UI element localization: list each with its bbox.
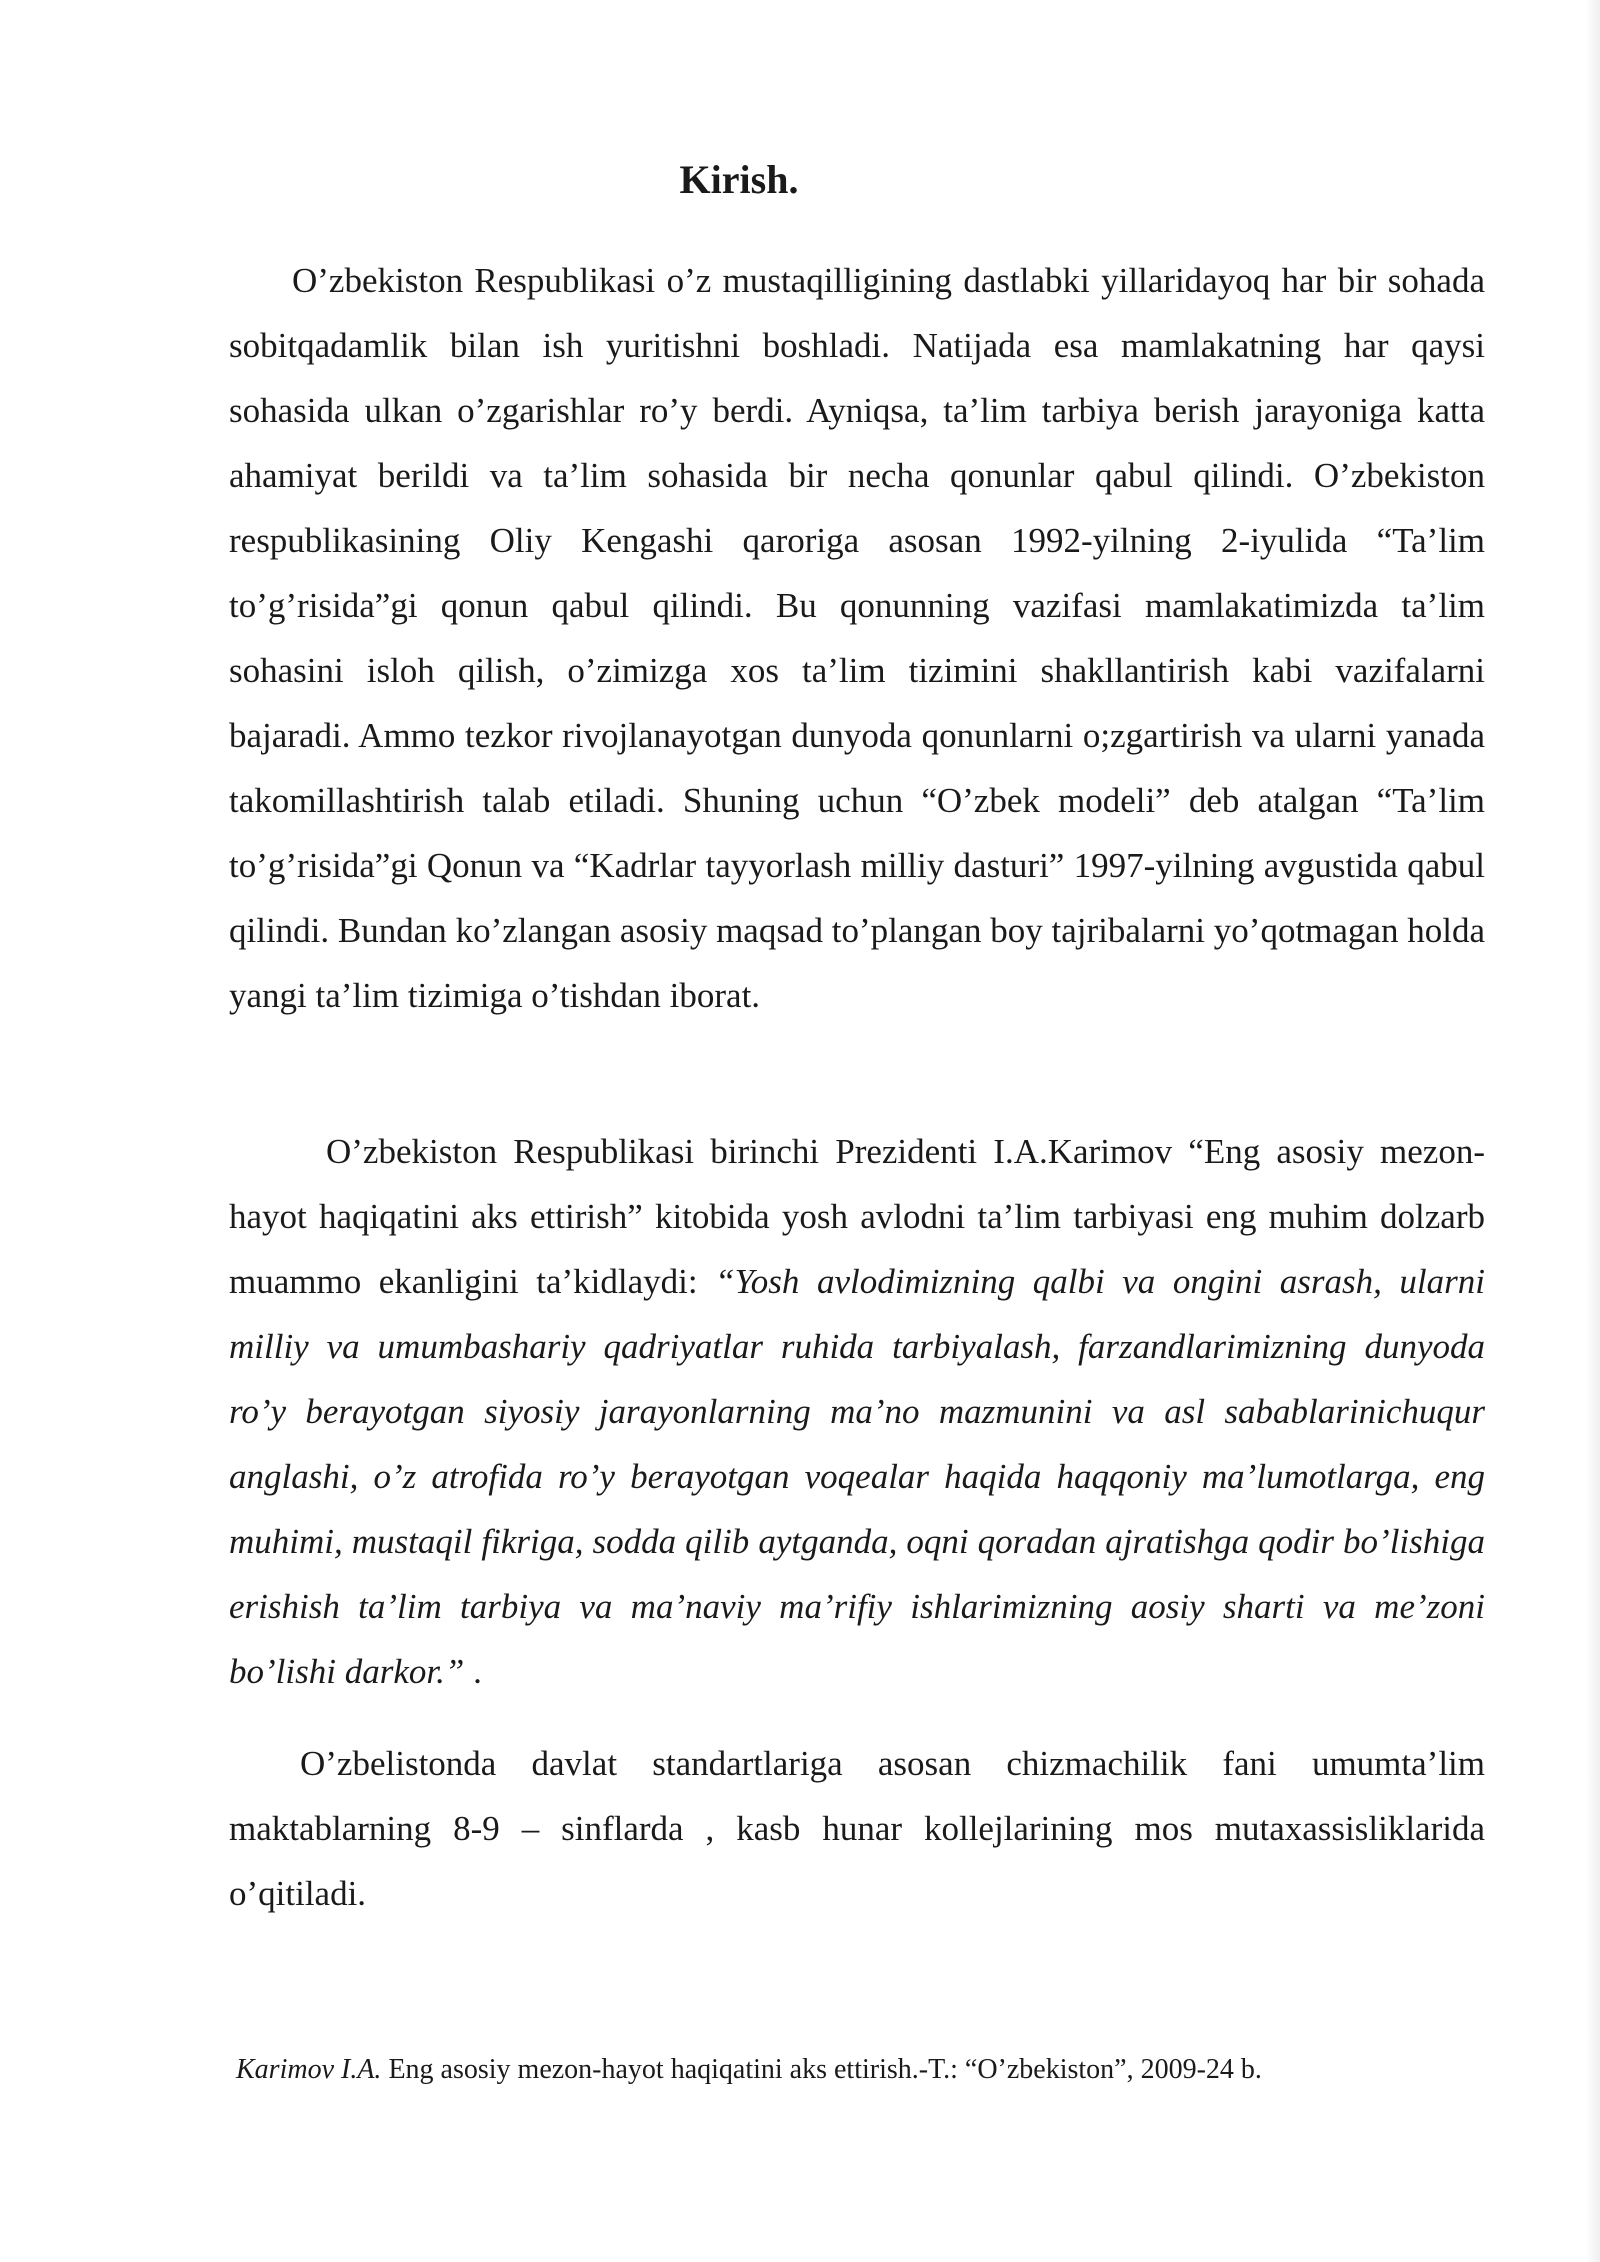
footnote <box>236 2050 1476 2090</box>
footnote-text: Eng asosiy mezon-hayot haqiqatini aks ettirish.-T.: “O’zbekiston”, 2009-24 b. <box>381 2054 1262 2085</box>
paragraph-karimov-quote <box>229 1119 1485 1704</box>
page-title: Kirish. <box>679 157 799 202</box>
paragraph-intro: O’zbekiston Respublikasi o’z mustaqilligining dastlabki yillaridayoq har bir sohada sobitqadamlik bilan ish yuritishni boshladi. Natijada esa mamlakatning har qaysi sohasida ulkan o’zgarishlar ro’y berdi. Ayniqsa, ta’lim tarbiya berish jarayoniga katta ahamiyat berildi va ta’lim sohasida bir necha qonunlar qabul qilindi. O’zbekiston respublikasining Oliy Kengashi qaroriga asosan 1992-yilning 2-iyulida “Ta’lim to’g’risida”gi qonun qabul qilindi. Bu qonunning vazifasi mamlakatimizda ta’lim sohasini isloh qilish, o’zimizga xos ta’lim tizimini shakllantirish kabi vazifalarni bajaradi. Ammo tezkor rivojlanayotgan dunyoda qonunlarni o;zgartirish va ularni yanada takomillashtirish talab etiladi. Shuning uchun “O’zbek modeli” deb atalgan “Ta’lim to’g’risida”gi Qonun va “Kadrlar tayyorlash milliy dasturi” 1997-yilning avgustida qabul qilindi. Bundan ko’zlangan asosiy maqsad to’plangan boy tajribalarni yo’qotmagan holda yangi ta’lim tizimiga o’tishdan iborat. <box>229 261 1485 1015</box>
italic-quote: “Yosh avlodimizning qalbi va ongini asrash, ularni milliy va umumbashariy qadriyatlar ruhida tarbiyalash, farzandlarimizning dunyoda ro’y berayotgan siyosiy jarayonlarning ma’no mazmunini va asl sabablarinichuqur anglashi, o’z atrofida ro’y berayotgan voqealar haqida haqqoniy ma’lumotlarga, eng muhimi, mustaqil fikriga, sodda qilib aytganda, oqni qoradan ajratishga qodir bo’lishiga erishish ta’lim tarbiya va ma’naviy ma’rifiy ishlarimizning aosiy sharti va me’zoni bo’lishi darkor.” <box>229 1262 1485 1691</box>
paragraph-quote-end: . <box>464 1652 482 1691</box>
paragraph-quote-intro: O’zbekiston Respublikasi birinchi Prezidenti I.A.Karimov “Eng asosiy mezon- hayot haqiqatini aks ettirish” kitobida yosh avlodni ta’lim tarbiyasi eng muhim dolzarb muammo ekanligini ta’kidlaydi: <box>229 1132 1485 1301</box>
footnote-author: Karimov I.A. <box>236 2054 382 2085</box>
page-edge-shadow <box>1586 0 1600 2262</box>
paragraph-chizmachilik: O’zbelistonda davlat standartlariga asosan chizmachilik fani umumta’lim maktablarning 8-9 – sinflarda , kasb hunar kollejlarining mos mutaxassisliklarida o’qitiladi. <box>229 1744 1485 1913</box>
